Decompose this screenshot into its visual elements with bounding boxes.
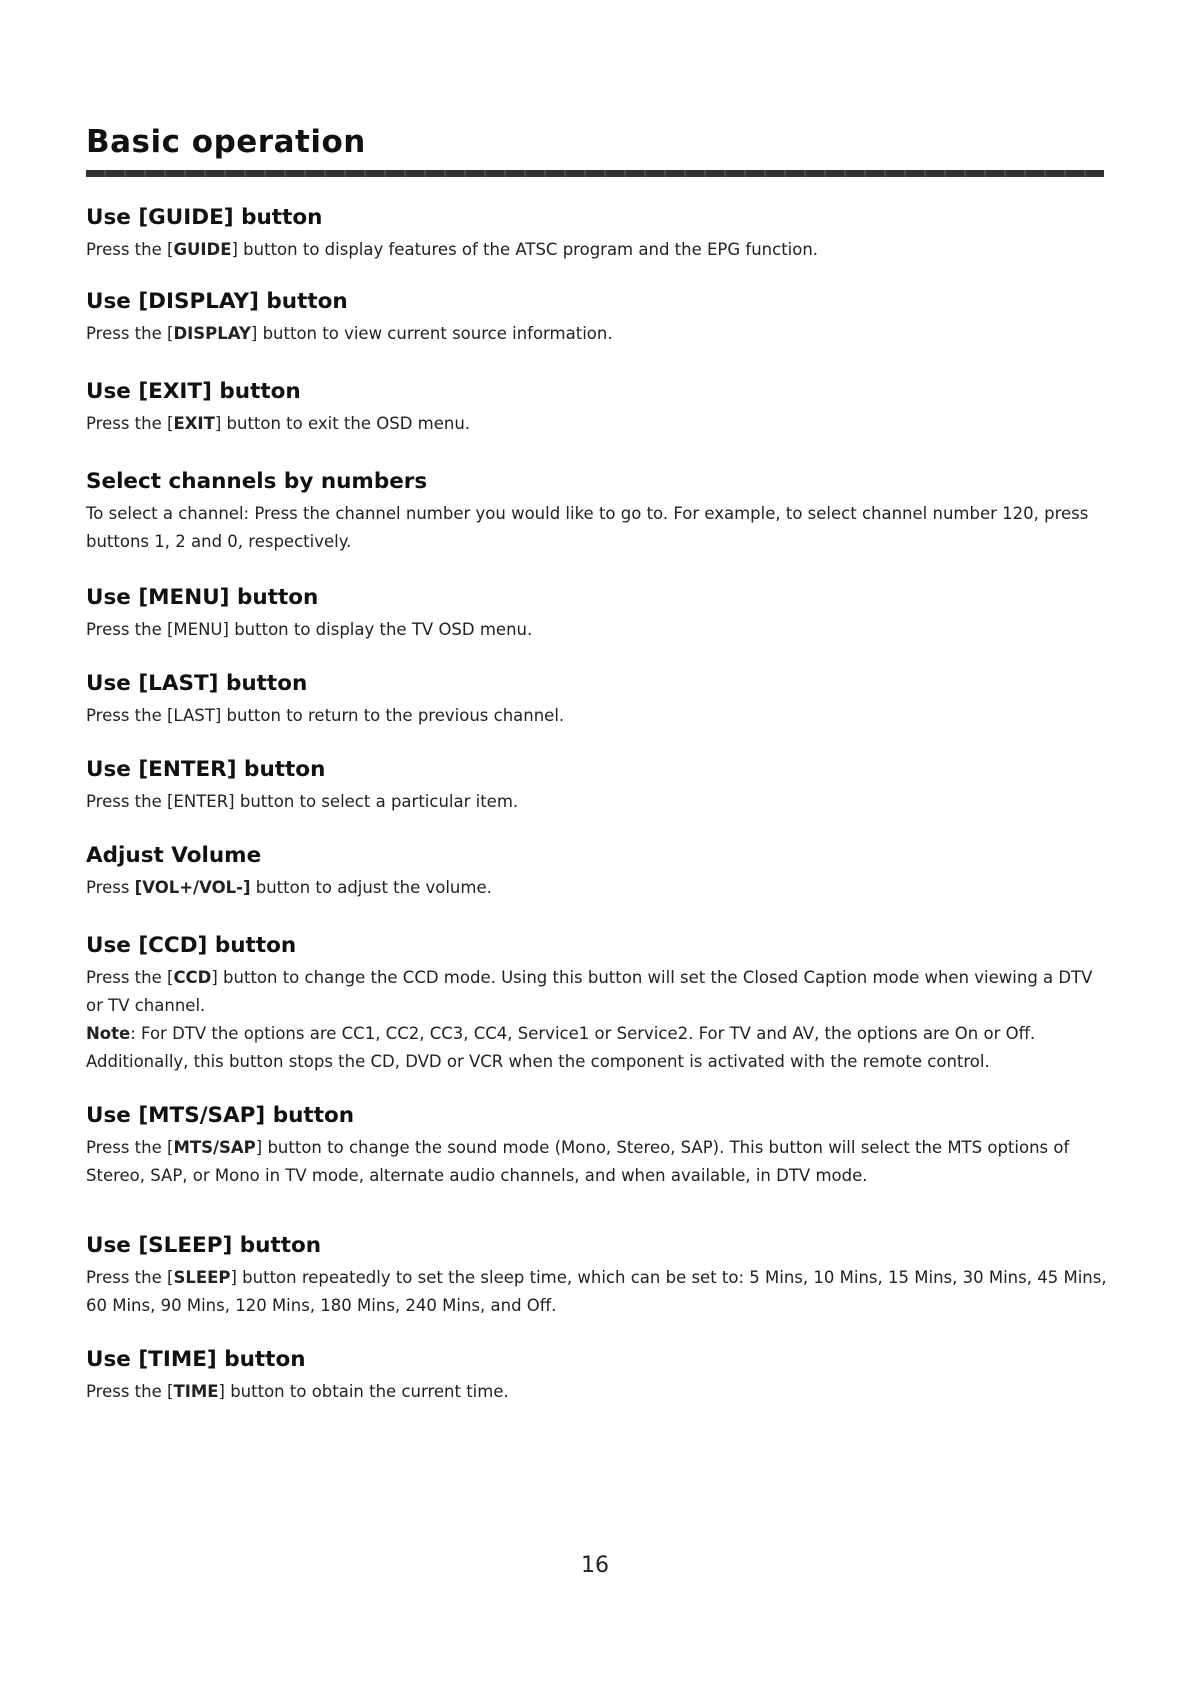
section-enter — [86, 756, 1111, 816]
section-text-sleep — [86, 1264, 1111, 1320]
text-run: button to adjust the volume. — [250, 878, 492, 897]
page-number: 16 — [581, 1553, 609, 1578]
section-heading-enter: Use [ENTER] button — [86, 757, 326, 782]
section-text-time — [86, 1378, 1111, 1406]
section-volume — [86, 842, 1111, 902]
note-label: Note — [86, 1024, 131, 1043]
button-name-sleep: SLEEP — [173, 1268, 231, 1287]
page-title: Basic operation — [86, 124, 366, 160]
text-run: ] button to change the CCD mode. Using this button will set the Closed Caption mode when viewing a DTV or TV channel. — [86, 968, 1093, 1015]
section-guide — [86, 204, 1111, 264]
button-name-ccd: CCD — [173, 968, 212, 987]
button-name-exit: EXIT — [173, 414, 215, 433]
section-last — [86, 670, 1111, 730]
section-heading-guide: Use [GUIDE] button — [86, 205, 323, 230]
section-heading-sleep: Use [SLEEP] button — [86, 1233, 322, 1258]
note-text: : For DTV the options are CC1, CC2, CC3, CC4, Service1 or Service2. For TV and AV, the options are On or Off. Additionally, this button stops the CD, DVD or VCR when the component is activated with the remote control. — [86, 1024, 1036, 1071]
text-run: Press the [ — [86, 1138, 174, 1157]
text-run: ] button to exit the OSD menu. — [214, 414, 471, 433]
button-name-guide: GUIDE — [173, 240, 232, 259]
section-heading-select-channels: Select channels by numbers — [86, 469, 428, 494]
section-text-display — [86, 320, 1111, 348]
section-text-mts-sap — [86, 1134, 1111, 1190]
section-heading-ccd: Use [CCD] button — [86, 933, 297, 958]
title-divider — [86, 170, 1104, 177]
section-mts-sap — [86, 1102, 1111, 1190]
section-heading-volume: Adjust Volume — [86, 843, 262, 868]
section-heading-exit: Use [EXIT] button — [86, 379, 301, 404]
text-run: ] button to view current source information. — [250, 324, 613, 343]
section-exit — [86, 378, 1111, 438]
section-text-select-channels: To select a channel: Press the channel number you would like to go to. For example, to select channel number 120, press buttons 1, 2 and 0, respectively. — [86, 504, 1089, 551]
text-run: Press the [ — [86, 414, 174, 433]
section-text-guide — [86, 236, 1111, 264]
section-select-channels — [86, 468, 1111, 556]
section-heading-mts-sap: Use [MTS/SAP] button — [86, 1103, 355, 1128]
section-text-exit — [86, 410, 1111, 438]
button-name-time: TIME — [173, 1382, 219, 1401]
button-name-volume: [VOL+/VOL-] — [134, 878, 251, 897]
section-ccd — [86, 932, 1111, 1076]
text-run: ] button to obtain the current time. — [218, 1382, 509, 1401]
section-text-menu: Press the [MENU] button to display the TV OSD menu. — [86, 620, 533, 639]
text-run: Press the [ — [86, 324, 174, 343]
text-run: Press — [86, 878, 135, 897]
text-run: ] button to display features of the ATSC program and the EPG function. — [231, 240, 819, 259]
text-run: ] button to change the sound mode (Mono, Stereo, SAP). This button will select the MTS options of Stereo, SAP, or Mono in TV mode, alternate audio channels, and when available, in DTV mode. — [86, 1138, 1070, 1185]
section-heading-time: Use [TIME] button — [86, 1347, 306, 1372]
text-run: ] button repeatedly to set the sleep time, which can be set to: 5 Mins, 10 Mins, 15 Mins, 30 Mins, 45 Mins, 60 Mins, 90 Mins, 120 Mins, 180 Mins, 240 Mins, and Off. — [86, 1268, 1107, 1315]
button-name-mts-sap: MTS/SAP — [173, 1138, 256, 1157]
section-text-ccd — [86, 964, 1111, 1076]
section-time — [86, 1346, 1111, 1406]
section-display — [86, 288, 1111, 348]
button-name-display: DISPLAY — [173, 324, 251, 343]
section-heading-menu: Use [MENU] button — [86, 585, 319, 610]
text-run: Press the [ — [86, 968, 174, 987]
section-menu — [86, 584, 1111, 644]
text-run: Press the [ — [86, 1268, 174, 1287]
text-run: Press the [ — [86, 1382, 174, 1401]
section-sleep — [86, 1232, 1111, 1320]
section-text-volume — [86, 874, 1111, 902]
section-text-last: Press the [LAST] button to return to the previous channel. — [86, 706, 565, 725]
section-heading-last: Use [LAST] button — [86, 671, 308, 696]
text-run: Press the [ — [86, 240, 174, 259]
section-heading-display: Use [DISPLAY] button — [86, 289, 348, 314]
section-text-enter: Press the [ENTER] button to select a particular item. — [86, 792, 519, 811]
